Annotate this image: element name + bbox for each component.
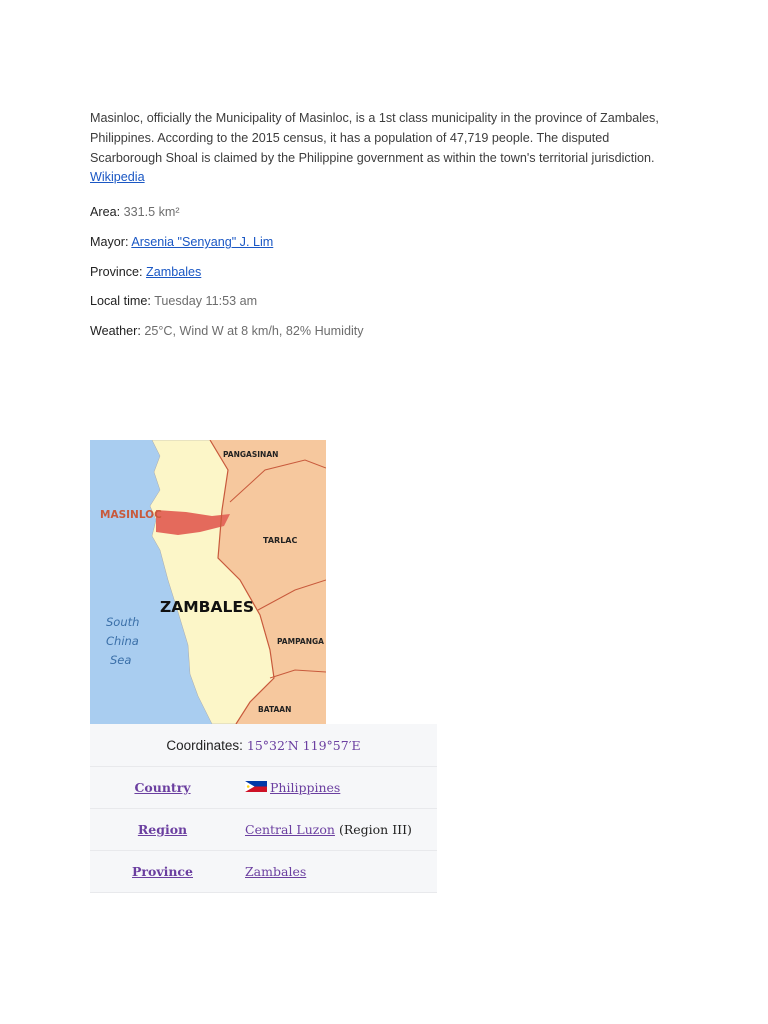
country-link[interactable]: Philippines (270, 780, 341, 795)
map-label-pampanga: PAMPANGA (277, 637, 324, 646)
infobox-value-region (235, 822, 412, 837)
map-label-sea-line3: Sea (110, 653, 132, 667)
intro-text: Masinloc, officially the Municipality of Masinloc, is a 1st class municipality in the province of Zambales, Philippines. According to the 2015 census, it has a population of 47,719 people. The disputed Scarborough Shoal is claimed by the Philippine government as within the town's territorial jurisdiction. (90, 111, 659, 165)
map-label-bataan: BATAAN (258, 705, 292, 714)
infobox-province-link[interactable]: Zambales (245, 864, 307, 879)
coordinates-row (90, 724, 437, 767)
infobox-table (90, 724, 437, 893)
region-note: (Region III) (338, 822, 412, 837)
map-label-masinloc: MASINLOC (100, 509, 162, 521)
province-link[interactable]: Zambales (146, 265, 202, 279)
mayor-link[interactable]: Arsenia "Senyang" J. Lim (131, 235, 274, 249)
infobox-key-region[interactable]: Region (137, 822, 188, 837)
fact-area (90, 203, 180, 221)
coordinates-value[interactable]: 15°32′N 119°57′E (246, 737, 361, 753)
infobox-value-province (235, 864, 306, 879)
wikipedia-link[interactable]: Wikipedia (90, 170, 145, 185)
region-link[interactable]: Central Luzon (245, 822, 335, 837)
area-label: Area: (90, 205, 121, 219)
infobox-key-country[interactable]: Country (134, 780, 191, 795)
map-label-zambales: ZAMBALES (160, 598, 255, 616)
fact-local-time (90, 292, 257, 310)
infobox-key-province[interactable]: Province (132, 864, 193, 879)
infobox-row-province (90, 851, 437, 893)
province-label: Province: (90, 265, 143, 279)
area-value: 331.5 km² (123, 205, 180, 219)
weather-label: Weather: (90, 324, 141, 338)
philippines-flag-icon (245, 780, 267, 795)
fact-province (90, 263, 201, 281)
infobox-row-country (90, 767, 437, 809)
map-label-pangasinan: PANGASINAN (223, 450, 279, 459)
map-label-sea-line2: China (106, 634, 139, 648)
infobox-row-region (90, 809, 437, 851)
mayor-label: Mayor: (90, 235, 129, 249)
local-time-value: Tuesday 11:53 am (154, 294, 258, 308)
map-label-tarlac: TARLAC (263, 536, 298, 545)
map-label-sea-line1: South (106, 615, 140, 629)
fact-mayor (90, 233, 273, 251)
local-time-label: Local time: (90, 294, 151, 308)
infobox-value-country (235, 780, 340, 795)
coordinates-label: Coordinates: (166, 737, 243, 753)
location-map[interactable] (90, 440, 326, 724)
weather-value: 25°C, Wind W at 8 km/h, 82% Humidity (144, 324, 364, 338)
intro-paragraph (90, 109, 680, 188)
fact-weather (90, 322, 364, 340)
